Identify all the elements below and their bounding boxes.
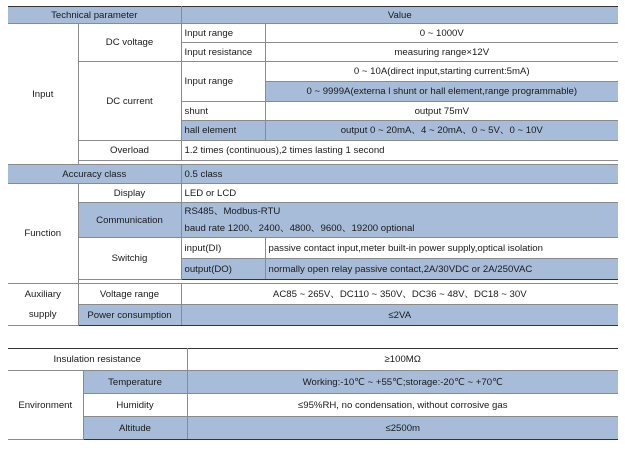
altitude-value: ≤2500m xyxy=(187,417,618,440)
function-label: Function xyxy=(8,184,78,284)
header-param: Technical parameter xyxy=(8,7,181,24)
communication-value xyxy=(181,203,618,238)
auxiliary-label xyxy=(8,284,78,326)
dc-voltage-range-label: Input range xyxy=(181,24,265,43)
voltage-range-value: AC85 ~ 265V、DC110 ~ 350V、DC36 ~ 48V、DC18 ~ 30V xyxy=(181,284,618,305)
environment-label: Environment xyxy=(8,371,83,440)
accuracy-value: 0.5 class xyxy=(181,165,618,184)
auxiliary-label-1: Auxiliary xyxy=(24,289,61,300)
temperature-value: Working:-10℃ ~ +55℃;storage:-20℃ ~ +70℃ xyxy=(187,371,618,394)
do-value: normally open relay passive contact,2A/30VDC or 2A/250VAC xyxy=(265,259,618,280)
dc-current-label: DC current xyxy=(78,62,181,141)
do-label: output(DO) xyxy=(181,259,265,280)
power-consumption-label: Power consumption xyxy=(78,305,181,326)
communication-value-1: RS485、Modbus-RTU xyxy=(184,206,281,217)
shunt-value: output 75mV xyxy=(265,102,618,121)
hall-element-value: output 0 ~ 20mA、4 ~ 20mA、0 ~ 5V、0 ~ 10V xyxy=(265,121,618,141)
overload-label: Overload xyxy=(78,141,181,161)
di-label: input(DI) xyxy=(181,238,265,259)
altitude-label: Altitude xyxy=(83,417,187,440)
overload-value: 1.2 times (continuous),2 times lasting 1 second xyxy=(181,141,618,161)
input-label: Input xyxy=(8,24,78,165)
voltage-range-label: Voltage range xyxy=(78,284,181,305)
technical-parameter-table xyxy=(8,6,618,326)
display-value: LED or LCD xyxy=(181,184,618,203)
accuracy-label: Accuracy class xyxy=(8,165,181,184)
header-value: Value xyxy=(181,7,618,24)
dc-current-range-label: Input range xyxy=(181,62,265,102)
humidity-value: ≤95%RH, no condensation, without corrosive gas xyxy=(187,394,618,417)
insulation-label: Insulation resistance xyxy=(8,349,187,371)
dc-current-range-value-2: 0 ~ 9999A(externa l shunt or hall element,range programmable) xyxy=(265,82,618,102)
dc-voltage-range-value: 0 ~ 1000V xyxy=(265,24,618,43)
shunt-label: shunt xyxy=(181,102,265,121)
dc-voltage-label: DC voltage xyxy=(78,24,181,62)
insulation-value: ≥100MΩ xyxy=(187,349,618,371)
dc-voltage-resistance-value: measuring range×12V xyxy=(265,43,618,62)
environment-table xyxy=(8,348,618,440)
communication-value-2: baud rate 1200、2400、4800、9600、19200 optional xyxy=(184,223,415,234)
auxiliary-label-2: supply xyxy=(28,309,57,320)
temperature-label: Temperature xyxy=(83,371,187,394)
dc-current-range-value-1: 0 ~ 10A(direct input,starting current:5mA) xyxy=(265,62,618,82)
display-label: Display xyxy=(78,184,181,203)
di-value: passive contact input,meter built-in power supply,optical isolation xyxy=(265,238,618,259)
hall-element-label: hall element xyxy=(181,121,265,141)
power-consumption-value: ≤2VA xyxy=(181,305,618,326)
humidity-label: Humidity xyxy=(83,394,187,417)
communication-label: Communication xyxy=(78,203,181,238)
dc-voltage-resistance-label: Input resistance xyxy=(181,43,265,62)
switching-label: Switchig xyxy=(78,238,181,280)
